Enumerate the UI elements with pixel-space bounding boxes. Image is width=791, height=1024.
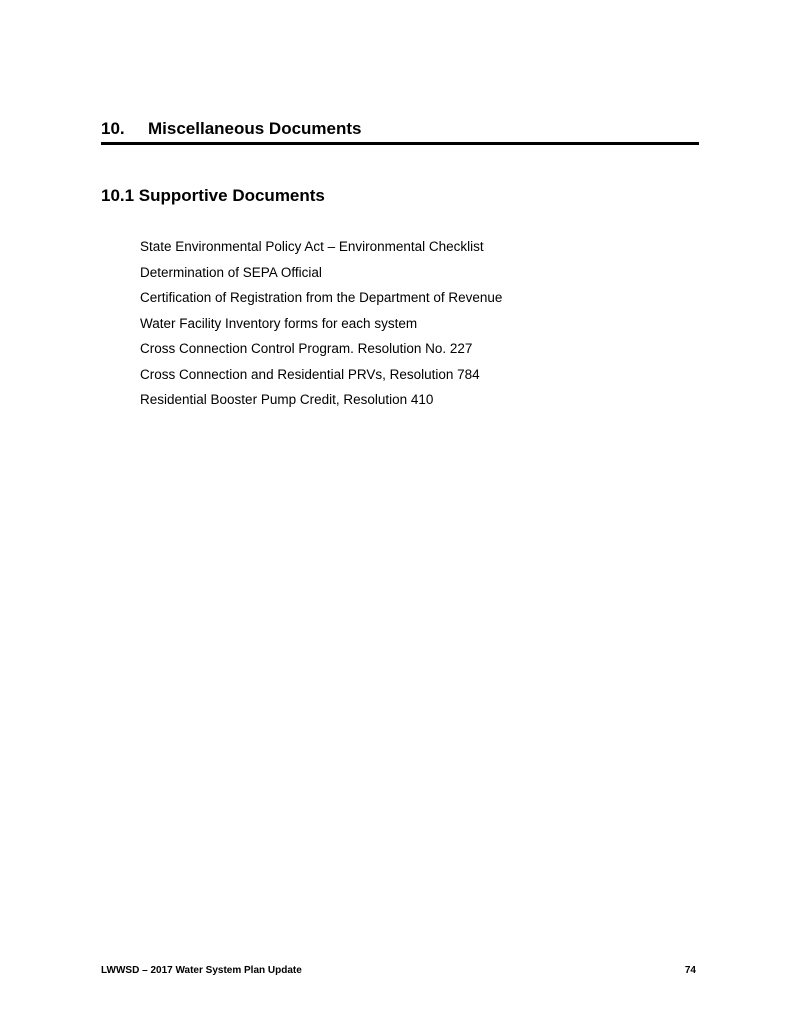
section-heading: 10.1 Supportive Documents (101, 186, 325, 205)
supportive-documents-list (140, 234, 502, 413)
footer-document-title: LWWSD – 2017 Water System Plan Update (101, 965, 302, 976)
chapter-title: Miscellaneous Documents (148, 119, 362, 138)
chapter-heading (101, 118, 699, 145)
chapter-number: 10. (101, 119, 125, 138)
list-item: Residential Booster Pump Credit, Resolution 410 (140, 392, 434, 407)
list-item: Certification of Registration from the Department of Revenue (140, 290, 503, 305)
list-item: Water Facility Inventory forms for each system (140, 315, 418, 331)
list-item: Cross Connection Control Program. Resolution No. 227 (140, 341, 473, 356)
list-item: Cross Connection and Residential PRVs, Resolution 784 (140, 366, 480, 382)
list-item: State Environmental Policy Act – Environmental Checklist (140, 239, 484, 254)
list-item: Determination of SEPA Official (140, 264, 322, 280)
footer-page-number: 74 (684, 965, 696, 976)
